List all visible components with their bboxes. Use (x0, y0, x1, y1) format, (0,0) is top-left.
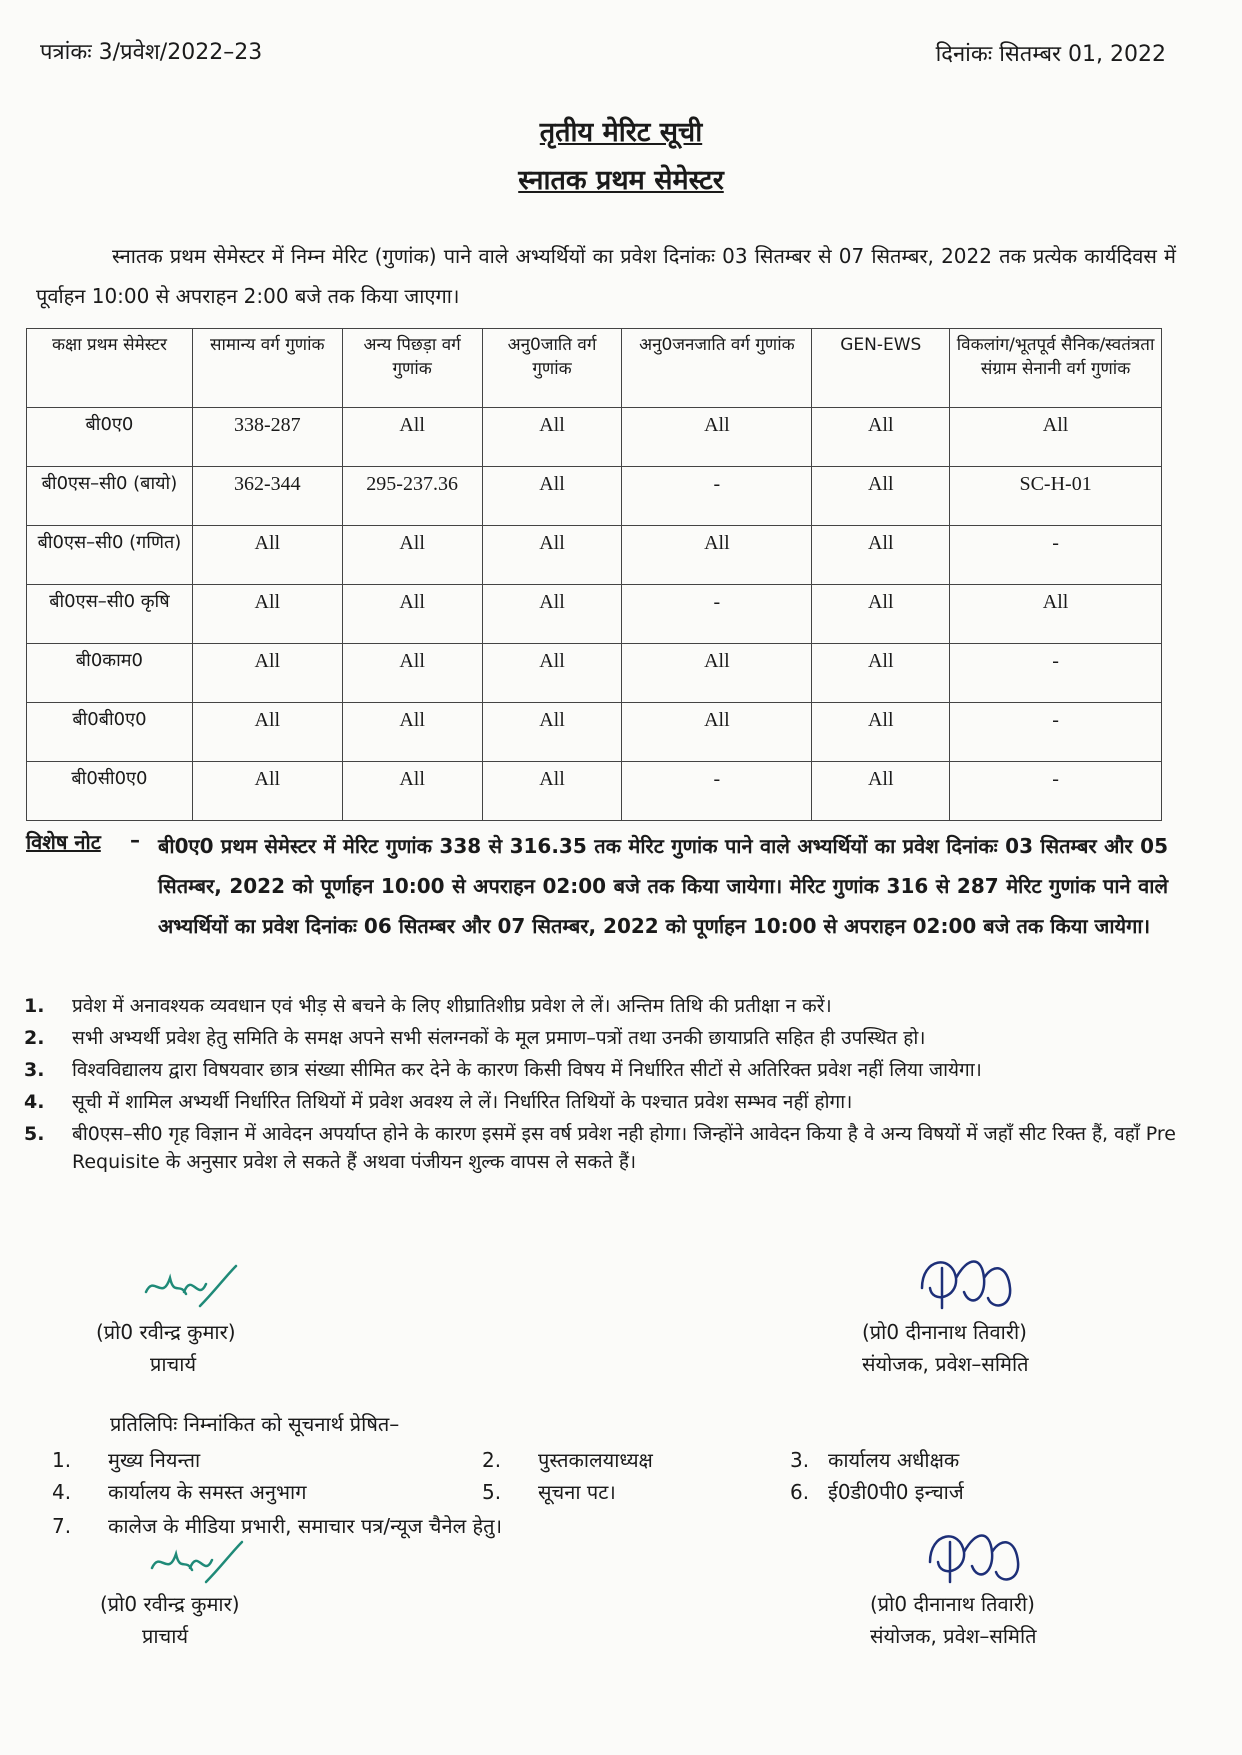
list-number: 3. (24, 1059, 45, 1081)
convener-signature-icon (912, 1248, 1022, 1318)
copy-item-number: 1. (52, 1448, 72, 1472)
table-cell: All (482, 408, 622, 467)
table-cell: SC-H-01 (950, 467, 1162, 526)
instructions-list (24, 992, 1176, 1180)
table-cell: All (342, 585, 482, 644)
table-cell: All (622, 703, 812, 762)
convener-designation: संयोजक, प्रवेश–समिति (870, 1624, 1037, 1648)
principal-signature-block (100, 1588, 240, 1652)
special-note-label: विशेष नोट (26, 830, 101, 854)
intro-paragraph: स्नातक प्रथम सेमेस्टर में निम्न मेरिट (गुणांक) पाने वाले अभ्यर्थियों का प्रवेश दिनांकः 03 सितम्बर से 07 सितम्बर, 2022 तक प्रत्येक कार्यदिवस में पूर्वाहन 10:00 से अपराहन 2:00 बजे तक किया जाएगा। (36, 244, 1176, 308)
special-note-text: बी0ए0 प्रथम सेमेस्टर में मेरिट गुणांक 338 से 316.35 तक मेरिट गुणांक पाने वाले अभ्यर्थियों का प्रवेश दिनांकः 03 सितम्बर और 05 सितम्बर, 2022 को पूर्णाहन 10:00 से अपराहन 02:00 बजे तक किया जायेगा। मेरिट गुणांक 316 से 287 मेरिट गुणांक पाने वाले अभ्यर्थियों का प्रवेश दिनांकः 06 सितम्बर और 07 सितम्बर, 2022 को पूर्णाहन 10:00 से अपराहन 02:00 बजे तक किया जायेगा। (158, 834, 1168, 938)
header-special-category: विकलांग/भूतपूर्व सैनिक/स्वतंत्रता संग्राम सेनानी वर्ग गुणांक (950, 329, 1162, 408)
header-gen-ews: GEN-EWS (812, 329, 950, 408)
list-item (24, 1056, 1176, 1084)
copy-item (482, 1478, 616, 1505)
copy-heading: प्रतिलिपिः निम्नांकित को सूचनार्थ प्रेषित– (110, 1412, 400, 1436)
list-item (24, 992, 1176, 1020)
table-cell: All (622, 526, 812, 585)
table-cell: All (812, 644, 950, 703)
table-cell: All (482, 526, 622, 585)
page-title: तृतीय मेरिट सूची (539, 117, 703, 148)
convener-signature-block (870, 1588, 1037, 1652)
table-cell: All (482, 467, 622, 526)
table-cell: बी0एस–सी0 कृषि (27, 585, 193, 644)
copy-item-text: कार्यालय के समस्त अनुभाग (108, 1480, 307, 1504)
principal-designation: प्राचार्य (150, 1352, 197, 1376)
table-row (27, 526, 1162, 585)
table-cell: All (482, 703, 622, 762)
table-cell: All (342, 408, 482, 467)
list-number: 5. (24, 1123, 45, 1145)
copy-item (482, 1446, 653, 1473)
principal-signature-icon (146, 1540, 246, 1592)
header-obc: अन्य पिछड़ा वर्ग गुणांक (342, 329, 482, 408)
convener-name: (प्रो0 दीनानाथ तिवारी) (870, 1592, 1035, 1616)
copy-item-number: 3. (790, 1448, 810, 1472)
copy-item-text: पुस्तकालयाध्यक्ष (538, 1448, 653, 1472)
table-cell: 338-287 (192, 408, 342, 467)
list-number: 2. (24, 1027, 45, 1049)
copy-item (790, 1446, 959, 1473)
list-number: 4. (24, 1091, 45, 1113)
list-number: 1. (24, 995, 45, 1017)
principal-designation: प्राचार्य (142, 1624, 189, 1648)
copy-item (52, 1512, 502, 1539)
header-st: अनु0जनजाति वर्ग गुणांक (622, 329, 812, 408)
convener-signature-icon (920, 1520, 1030, 1592)
table-cell: All (342, 526, 482, 585)
copy-item-text: सूचना पट। (538, 1480, 616, 1504)
list-text: सूची में शामिल अभ्यर्थी निर्धारित तिथियों में प्रवेश अवश्य ले लें। निर्धारित तिथियों के पश्चात प्रवेश सम्भव नहीं होगा। (72, 1091, 853, 1113)
table-cell: All (812, 408, 950, 467)
list-item (24, 1120, 1176, 1176)
table-cell: All (192, 703, 342, 762)
header-class: कक्षा प्रथम सेमेस्टर (27, 329, 193, 408)
letter-reference: पत्रांकः 3/प्रवेश/2022–23 (40, 40, 263, 65)
table-cell: - (622, 585, 812, 644)
list-text: प्रवेश में अनावश्यक व्यवधान एवं भीड़ से बचने के लिए शीघ्रातिशीघ्र प्रवेश ले लें। अन्तिम तिथि की प्रतीक्षा न करें। (72, 995, 832, 1017)
table-row (27, 467, 1162, 526)
table-row (27, 585, 1162, 644)
principal-name: (प्रो0 रवीन्द्र कुमार) (100, 1592, 240, 1616)
table-cell: All (342, 762, 482, 821)
header-general: सामान्य वर्ग गुणांक (192, 329, 342, 408)
table-cell: All (342, 644, 482, 703)
table-cell: - (950, 762, 1162, 821)
table-cell: बी0काम0 (27, 644, 193, 703)
copy-item-text: ई0डी0पी0 इन्चार्ज (828, 1480, 964, 1504)
copy-item-number: 4. (52, 1480, 72, 1504)
table-row (27, 703, 1162, 762)
page-subtitle: स्नातक प्रथम सेमेस्टर (518, 165, 724, 196)
copy-item (52, 1446, 200, 1473)
table-cell: All (192, 526, 342, 585)
table-cell: All (482, 762, 622, 821)
special-note-dash: – (130, 828, 140, 852)
table-cell: - (622, 762, 812, 821)
table-cell: बी0एस–सी0 (बायो) (27, 467, 193, 526)
list-text: बी0एस–सी0 गृह विज्ञान में आवेदन अपर्याप्त होने के कारण इसमें इस वर्ष प्रवेश नही होगा। जिन्होंने आवेदन किया है वे अन्य विषयों में जहाँ सीट रिक्त हैं, वहाँ Pre Requisite के अनुसार प्रवेश ले सकते हैं अथवा पंजीयन शुल्क वापस ले सकते हैं। (72, 1123, 1176, 1173)
table-cell: All (950, 585, 1162, 644)
table-cell: 362-344 (192, 467, 342, 526)
table-cell: All (812, 467, 950, 526)
table-cell: बी0सी0ए0 (27, 762, 193, 821)
table-cell: - (950, 703, 1162, 762)
copy-item-text: मुख्य नियन्ता (108, 1448, 201, 1472)
list-text: सभी अभ्यर्थी प्रवेश हेतु समिति के समक्ष अपने सभी संलग्नकों के मूल प्रमाण–पत्रों तथा उनकी छायाप्रति सहित ही उपस्थित हो। (72, 1027, 926, 1049)
copy-item-text: कार्यालय अधीक्षक (828, 1448, 960, 1472)
table-cell: All (622, 408, 812, 467)
table-cell: बी0बी0ए0 (27, 703, 193, 762)
convener-designation: संयोजक, प्रवेश–समिति (862, 1352, 1029, 1376)
principal-name: (प्रो0 रवीन्द्र कुमार) (96, 1320, 236, 1344)
table-cell: All (192, 585, 342, 644)
table-cell: All (192, 644, 342, 703)
header-sc: अनु0जाति वर्ग गुणांक (482, 329, 622, 408)
list-item (24, 1088, 1176, 1116)
table-cell: All (950, 408, 1162, 467)
table-cell: बी0एस–सी0 (गणित) (27, 526, 193, 585)
table-cell: All (812, 526, 950, 585)
table-row (27, 644, 1162, 703)
convener-name: (प्रो0 दीनानाथ तिवारी) (862, 1320, 1027, 1344)
copy-item-number: 2. (482, 1448, 502, 1472)
copy-item-text: कालेज के मीडिया प्रभारी, समाचार पत्र/न्यूज चैनेल हेतु। (108, 1514, 503, 1538)
table-row (27, 762, 1162, 821)
table-cell: - (950, 644, 1162, 703)
copy-item (52, 1478, 306, 1505)
table-cell: All (622, 644, 812, 703)
table-cell: All (482, 585, 622, 644)
table-cell: All (812, 703, 950, 762)
table-cell: - (950, 526, 1162, 585)
merit-table (26, 328, 1162, 821)
principal-signature-icon (140, 1262, 240, 1318)
table-cell: - (622, 467, 812, 526)
table-header-row (27, 329, 1162, 408)
table-row (27, 408, 1162, 467)
letter-date: दिनांकः सितम्बर 01, 2022 (935, 42, 1166, 67)
copy-item-number: 7. (52, 1514, 72, 1538)
table-cell: 295-237.36 (342, 467, 482, 526)
list-item (24, 1024, 1176, 1052)
principal-signature-block (96, 1316, 236, 1380)
table-cell: All (812, 585, 950, 644)
table-cell: All (482, 644, 622, 703)
table-cell: बी0ए0 (27, 408, 193, 467)
convener-signature-block (862, 1316, 1029, 1380)
copy-item-number: 5. (482, 1480, 502, 1504)
copy-item (790, 1478, 964, 1505)
table-cell: All (812, 762, 950, 821)
copy-item-number: 6. (790, 1480, 810, 1504)
list-text: विश्वविद्यालय द्वारा विषयवार छात्र संख्या सीमित कर देने के कारण किसी विषय में निर्धारित सीटों से अतिरिक्त प्रवेश नहीं लिया जायेगा। (72, 1059, 982, 1081)
table-cell: All (342, 703, 482, 762)
table-cell: All (192, 762, 342, 821)
